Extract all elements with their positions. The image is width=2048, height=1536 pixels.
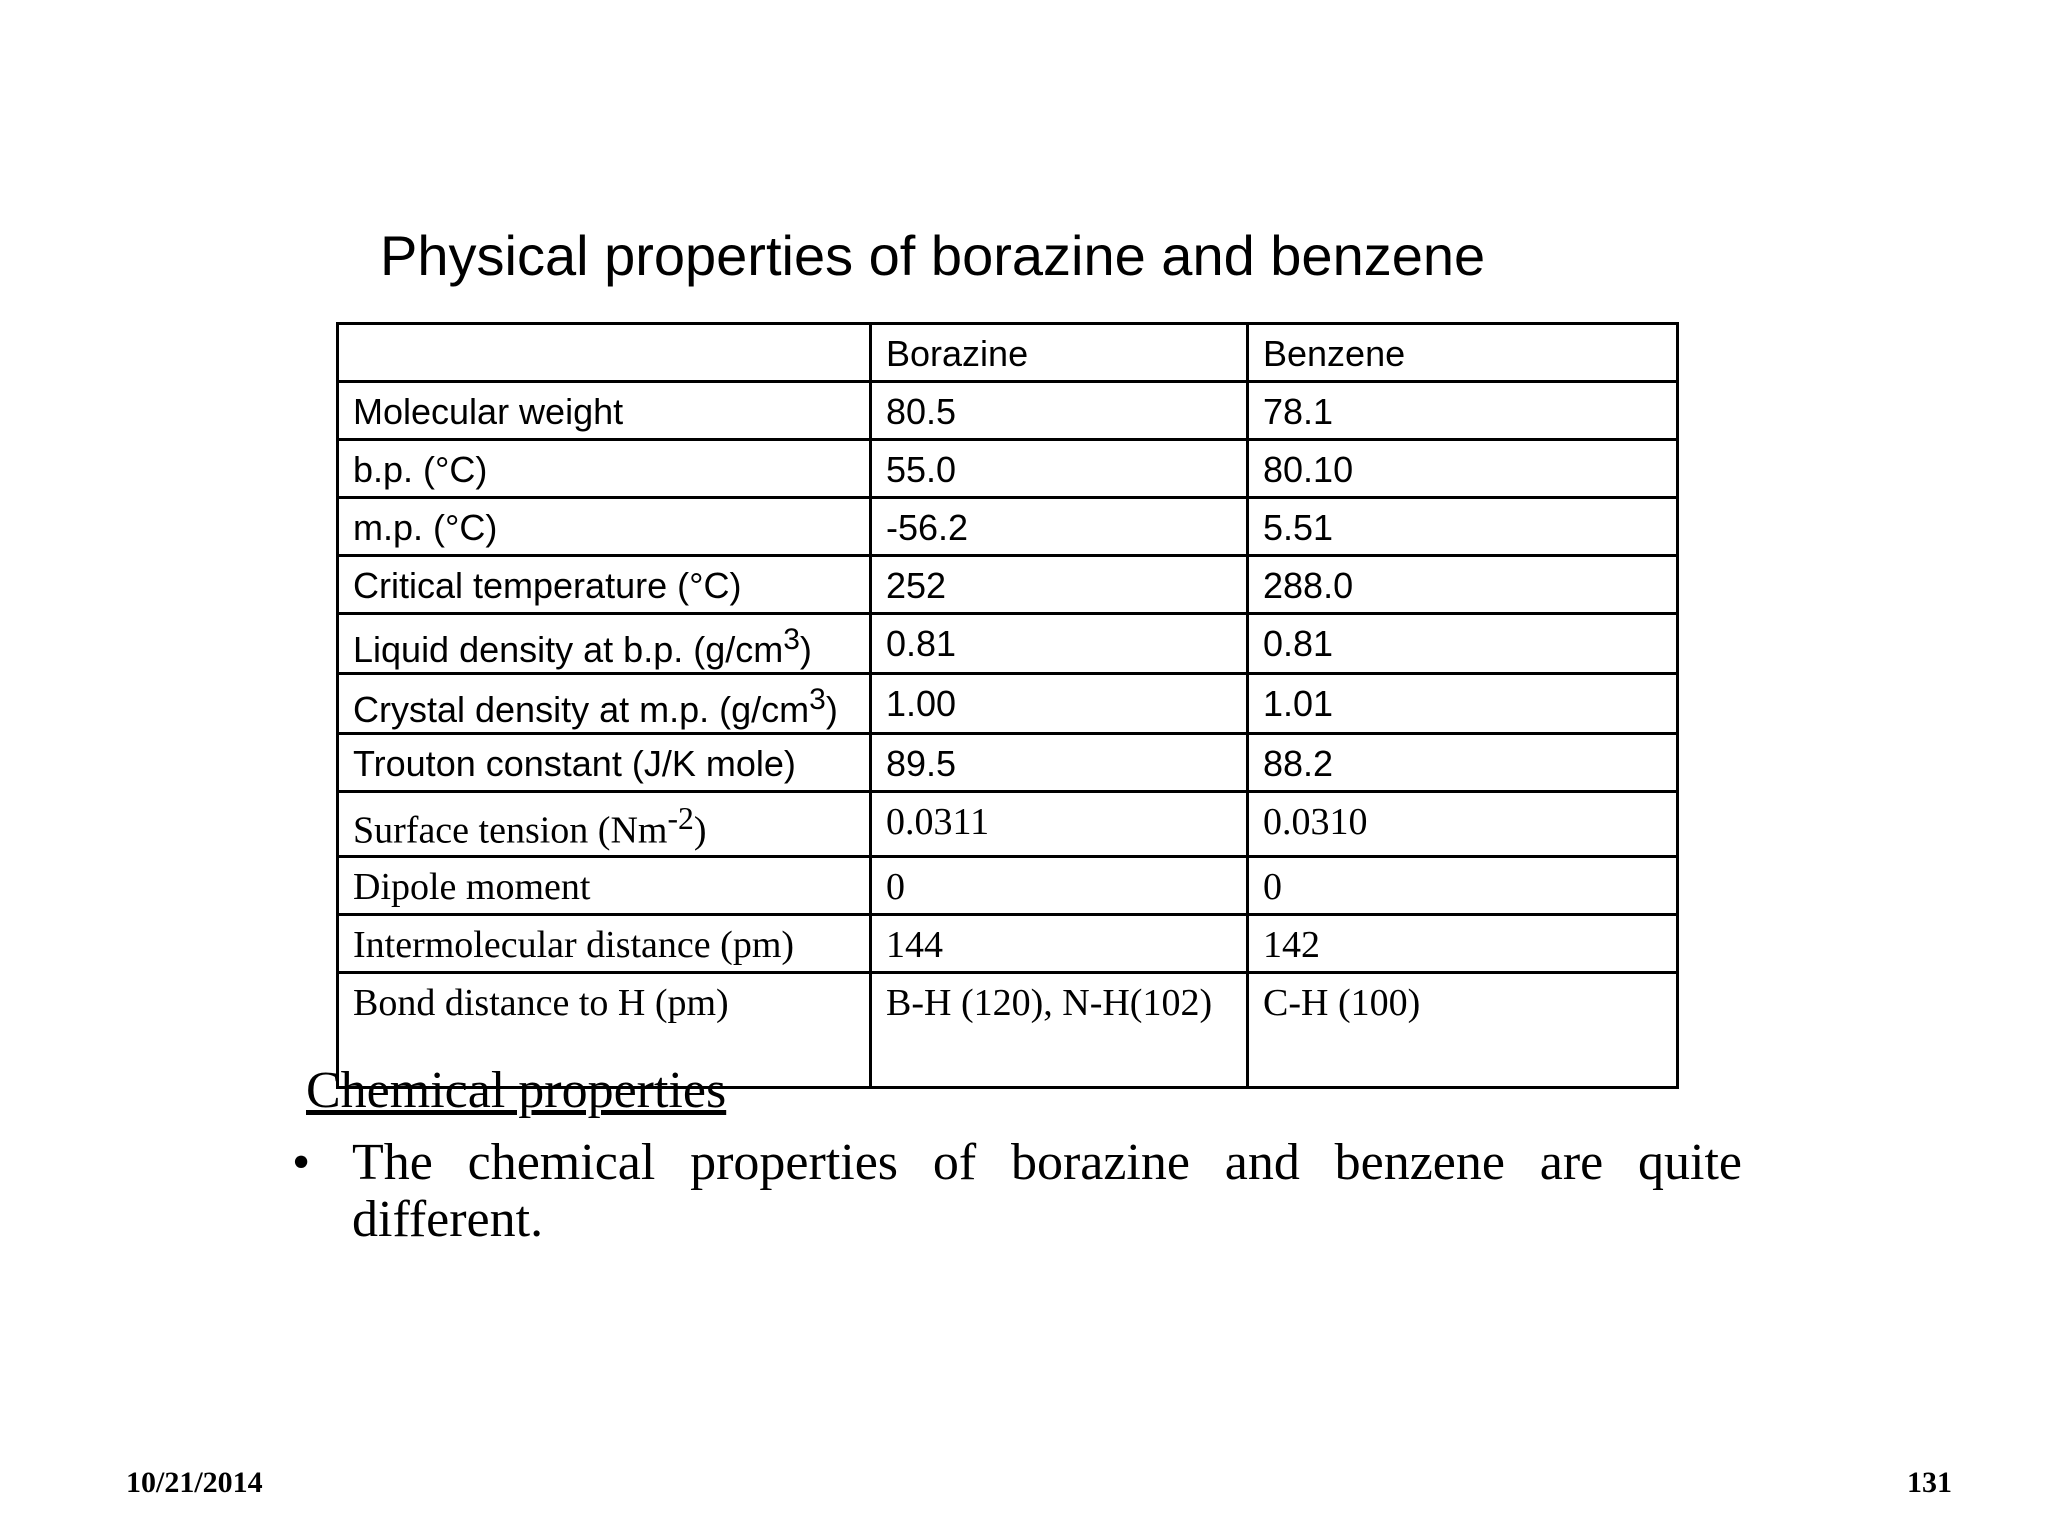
benzene-value-cell: 142 [1248, 915, 1678, 973]
borazine-value-cell: 0.0311 [871, 792, 1248, 857]
property-cell: Bond distance to H (pm) [338, 973, 871, 1088]
borazine-value-cell: 55.0 [871, 440, 1248, 498]
property-cell: Dipole moment [338, 857, 871, 915]
table-row [338, 382, 1678, 440]
borazine-value-cell: 0 [871, 857, 1248, 915]
benzene-value-cell: 0.81 [1248, 614, 1678, 674]
property-cell [338, 674, 871, 734]
property-cell: Intermolecular distance (pm) [338, 915, 871, 973]
benzene-value-cell: 1.01 [1248, 674, 1678, 734]
header-cell-borazine: Borazine [871, 324, 1248, 382]
property-label-end: ) [799, 629, 812, 670]
property-cell: Molecular weight [338, 382, 871, 440]
borazine-value-cell: -56.2 [871, 498, 1248, 556]
table-row [338, 734, 1678, 792]
property-cell: Critical temperature (°C) [338, 556, 871, 614]
borazine-value-cell: 89.5 [871, 734, 1248, 792]
superscript: -2 [667, 801, 694, 836]
header-cell-empty [338, 324, 871, 382]
benzene-value-cell: 288.0 [1248, 556, 1678, 614]
borazine-value-cell: B-H (120), N-H(102) [871, 973, 1248, 1088]
benzene-value-cell: C-H (100) [1248, 973, 1678, 1088]
property-label-end: ) [825, 689, 838, 730]
bullet-text: The chemical properties of borazine and benzene are quite different. [352, 1134, 1742, 1249]
borazine-value-cell: 252 [871, 556, 1248, 614]
benzene-value-cell: 80.10 [1248, 440, 1678, 498]
table-row [338, 792, 1678, 857]
borazine-value-cell: 80.5 [871, 382, 1248, 440]
table-row [338, 498, 1678, 556]
benzene-value-cell: 0 [1248, 857, 1678, 915]
property-cell: b.p. (°C) [338, 440, 871, 498]
table-row [338, 614, 1678, 674]
borazine-value-cell: 0.81 [871, 614, 1248, 674]
header-cell-benzene: Benzene [1248, 324, 1678, 382]
property-label-end: ) [693, 809, 707, 852]
table-row [338, 440, 1678, 498]
table-row [338, 915, 1678, 973]
table-header-row [338, 324, 1678, 382]
benzene-value-cell: 78.1 [1248, 382, 1678, 440]
property-cell: Trouton constant (J/K mole) [338, 734, 871, 792]
chemical-properties-heading: Chemical properties [306, 1062, 727, 1119]
superscript: 3 [809, 683, 826, 716]
footer-date: 10/21/2014 [126, 1466, 263, 1499]
benzene-value-cell: 5.51 [1248, 498, 1678, 556]
footer-page-number: 131 [1907, 1466, 1952, 1499]
superscript: 3 [783, 623, 800, 656]
table-row [338, 674, 1678, 734]
slide-title: Physical properties of borazine and benzene [380, 224, 1486, 287]
property-label: Liquid density at b.p. (g/cm [353, 629, 784, 670]
property-cell [338, 614, 871, 674]
benzene-value-cell: 0.0310 [1248, 792, 1678, 857]
property-label: Surface tension (Nm [353, 809, 668, 852]
properties-table [336, 322, 1679, 1089]
table-row [338, 857, 1678, 915]
borazine-value-cell: 144 [871, 915, 1248, 973]
benzene-value-cell: 88.2 [1248, 734, 1678, 792]
bullet-icon: • [292, 1134, 311, 1191]
property-cell [338, 792, 871, 857]
table-row [338, 556, 1678, 614]
property-label: Crystal density at m.p. (g/cm [353, 689, 810, 730]
borazine-value-cell: 1.00 [871, 674, 1248, 734]
property-cell: m.p. (°C) [338, 498, 871, 556]
